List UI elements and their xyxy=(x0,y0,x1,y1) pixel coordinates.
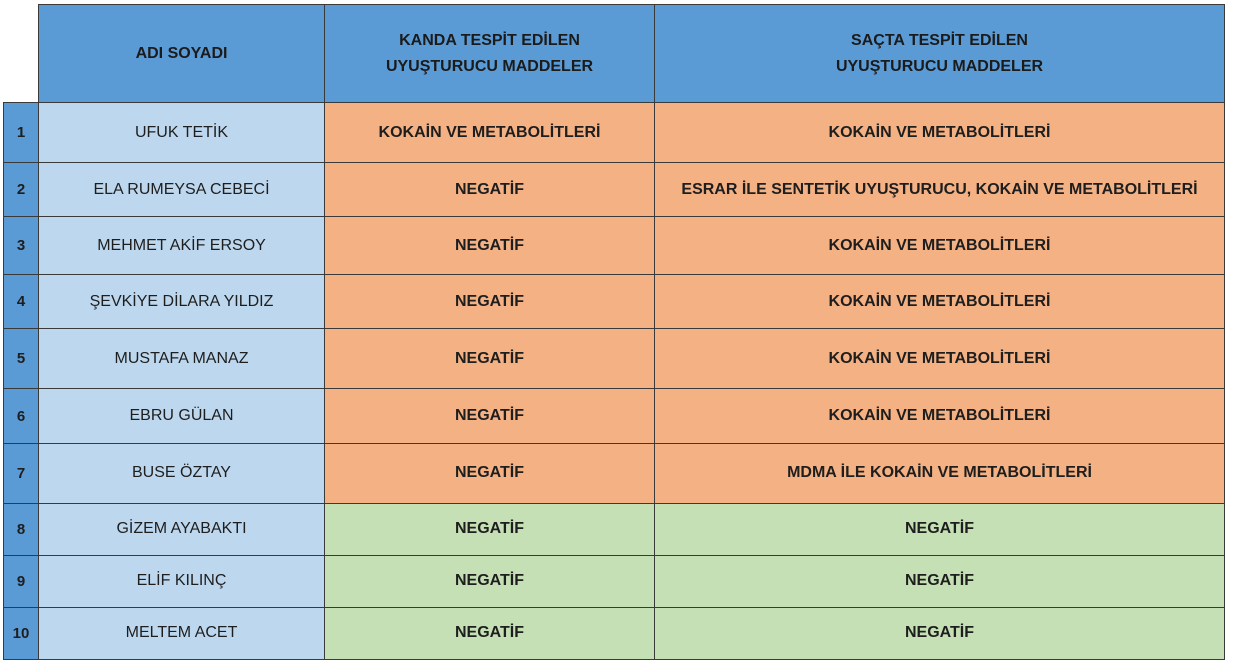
row-number: 7 xyxy=(4,443,39,503)
row-hair-result: KOKAİN VE METABOLİTLERİ xyxy=(655,217,1225,275)
row-number: 1 xyxy=(4,103,39,163)
header-name-label: ADI SOYADI xyxy=(135,44,228,62)
header-blood-line1: KANDA TESPİT EDİLEN xyxy=(399,31,580,49)
row-blood-result: KOKAİN VE METABOLİTLERİ xyxy=(325,103,655,163)
row-blood-result: NEGATİF xyxy=(325,443,655,503)
row-blood-result: NEGATİF xyxy=(325,503,655,555)
row-name: UFUK TETİK xyxy=(39,103,325,163)
header-row xyxy=(4,5,1225,103)
row-hair-result: NEGATİF xyxy=(655,607,1225,659)
row-hair-result: KOKAİN VE METABOLİTLERİ xyxy=(655,103,1225,163)
header-hair xyxy=(655,5,1225,103)
row-hair-result: NEGATİF xyxy=(655,555,1225,607)
row-number: 2 xyxy=(4,163,39,217)
row-hair-result: KOKAİN VE METABOLİTLERİ xyxy=(655,275,1225,329)
table-row xyxy=(4,103,1225,163)
row-name: MELTEM ACET xyxy=(39,607,325,659)
row-hair-result: NEGATİF xyxy=(655,503,1225,555)
table-row xyxy=(4,443,1225,503)
row-number: 3 xyxy=(4,217,39,275)
table-row xyxy=(4,389,1225,443)
row-number: 10 xyxy=(4,607,39,659)
row-name: MEHMET AKİF ERSOY xyxy=(39,217,325,275)
row-number: 9 xyxy=(4,555,39,607)
table-row xyxy=(4,217,1225,275)
row-hair-result: MDMA İLE KOKAİN VE METABOLİTLERİ xyxy=(655,443,1225,503)
header-corner-cell xyxy=(4,5,39,103)
row-name: BUSE ÖZTAY xyxy=(39,443,325,503)
row-blood-result: NEGATİF xyxy=(325,329,655,389)
row-hair-result: KOKAİN VE METABOLİTLERİ xyxy=(655,329,1225,389)
row-blood-result: NEGATİF xyxy=(325,555,655,607)
row-hair-result: ESRAR İLE SENTETİK UYUŞTURUCU, KOKAİN VE METABOLİTLERİ xyxy=(655,163,1225,217)
table-row xyxy=(4,503,1225,555)
row-number: 5 xyxy=(4,329,39,389)
row-name: ELA RUMEYSA CEBECİ xyxy=(39,163,325,217)
row-blood-result: NEGATİF xyxy=(325,217,655,275)
header-hair-line1: SAÇTA TESPİT EDİLEN xyxy=(851,31,1028,49)
header-blood xyxy=(325,5,655,103)
row-name: EBRU GÜLAN xyxy=(39,389,325,443)
drug-test-results-table xyxy=(3,4,1225,660)
table-row xyxy=(4,163,1225,217)
table-row xyxy=(4,555,1225,607)
row-blood-result: NEGATİF xyxy=(325,163,655,217)
header-blood-line2: UYUŞTURUCU MADDELER xyxy=(385,57,594,75)
row-number: 8 xyxy=(4,503,39,555)
header-name xyxy=(39,5,325,103)
row-blood-result: NEGATİF xyxy=(325,275,655,329)
row-name: ŞEVKİYE DİLARA YILDIZ xyxy=(39,275,325,329)
row-name: GİZEM AYABAKTI xyxy=(39,503,325,555)
row-name: MUSTAFA MANAZ xyxy=(39,329,325,389)
row-blood-result: NEGATİF xyxy=(325,607,655,659)
row-hair-result: KOKAİN VE METABOLİTLERİ xyxy=(655,389,1225,443)
header-hair-line2: UYUŞTURUCU MADDELER xyxy=(835,57,1044,75)
table-row xyxy=(4,275,1225,329)
row-number: 6 xyxy=(4,389,39,443)
table-row xyxy=(4,607,1225,659)
row-number: 4 xyxy=(4,275,39,329)
row-blood-result: NEGATİF xyxy=(325,389,655,443)
table-row xyxy=(4,329,1225,389)
row-name: ELİF KILINÇ xyxy=(39,555,325,607)
